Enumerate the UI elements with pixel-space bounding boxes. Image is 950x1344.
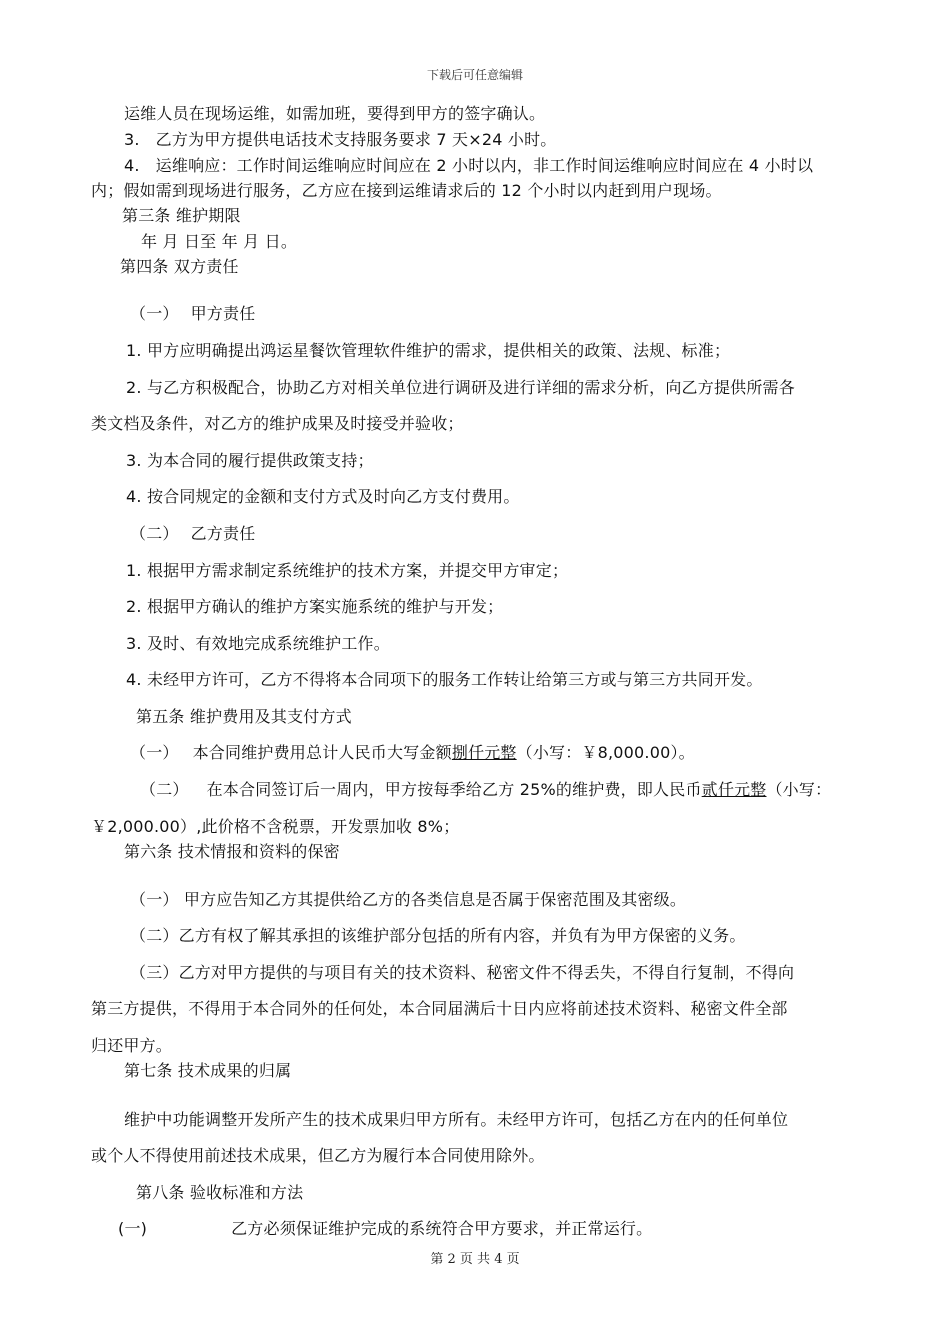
list-item: 2. 与乙方积极配合，协助乙方对相关单位进行调研及进行详细的需求分析，向乙方提供所需各 xyxy=(126,378,795,397)
amount-uppercase: 捌仟元整 xyxy=(451,743,517,762)
list-item: （一） 甲方应告知乙方其提供给乙方的各类信息是否属于保密范围及其密级。 xyxy=(130,890,687,909)
section-number: （二） xyxy=(130,524,179,543)
list-item: （三）乙方对甲方提供的与项目有关的技术资料、秘密文件不得丢失，不得自行复制，不得向 xyxy=(130,963,795,982)
fee-clause xyxy=(130,743,695,763)
section-heading xyxy=(130,304,255,324)
list-number: 3. xyxy=(124,130,140,149)
text-line: 内；假如需到现场进行服务，乙方应在接到运维请求后的 12 个小时以内赶到用户现场。 xyxy=(91,181,722,200)
text-line: 归还甲方。 xyxy=(91,1036,173,1055)
clause-text: 在本合同签订后一周内，甲方按每季给乙方 25%的维护费，即人民币 xyxy=(206,780,702,799)
page-footer: 第 2 页 共 4 页 xyxy=(430,1252,520,1267)
amount-lowercase: （小写：￥8,000.00）。 xyxy=(516,743,695,762)
clause-text: 乙方必须保证维护完成的系统符合甲方要求，并正常运行。 xyxy=(231,1219,653,1238)
clause-text: 本合同维护费用总计人民币大写金额 xyxy=(192,743,452,762)
clause-number: （二） xyxy=(140,780,189,799)
term-period: 年 月 日至 年 月 日。 xyxy=(141,232,298,251)
section-title: 乙方责任 xyxy=(190,524,256,543)
page-header-note: 下载后可任意编辑 xyxy=(426,68,523,82)
list-item: 2. 根据甲方确认的维护方案实施系统的维护与开发； xyxy=(126,597,504,616)
text-line: ￥2,000.00）,此价格不含税票，开发票加收 8%； xyxy=(91,817,460,836)
list-text: 运维响应：工作时间运维响应时间应在 2 小时以内，非工作时间运维响应时间应在 4 小时以 xyxy=(155,156,814,175)
article-heading: 第五条 维护费用及其支付方式 xyxy=(136,707,352,726)
fee-clause xyxy=(140,780,831,800)
text-line: 或个人不得使用前述技术成果，但乙方为履行本合同使用除外。 xyxy=(91,1146,545,1165)
list-number: 4. xyxy=(124,156,140,175)
list-item: 4. 未经甲方许可，乙方不得将本合同项下的服务工作转让给第三方或与第三方共同开发。 xyxy=(126,670,763,689)
section-number: （一） xyxy=(130,304,179,323)
amount-uppercase: 贰仟元整 xyxy=(701,780,767,799)
clause-number: （一） xyxy=(130,743,179,762)
text-line: 运维人员在现场运维，如需加班，要得到甲方的签字确认。 xyxy=(124,104,546,123)
clause-number: (一) xyxy=(118,1219,148,1238)
section-title: 甲方责任 xyxy=(190,304,256,323)
text-line: 类文档及条件，对乙方的维护成果及时接受并验收； xyxy=(91,414,464,433)
article-heading: 第四条 双方责任 xyxy=(120,257,239,276)
article-heading: 第三条 维护期限 xyxy=(122,206,241,225)
clause-text: （小写： xyxy=(766,780,832,799)
list-item: 1. 甲方应明确提出鸿运星餐饮管理软件维护的需求，提供相关的政策、法规、标准； xyxy=(126,341,731,360)
list-item: 3. 为本合同的履行提供政策支持； xyxy=(126,451,374,470)
article-heading: 第六条 技术情报和资料的保密 xyxy=(124,842,340,861)
list-item: 3. 及时、有效地完成系统维护工作。 xyxy=(126,634,390,653)
article-heading: 第七条 技术成果的归属 xyxy=(124,1061,292,1080)
list-item: 1. 根据甲方需求制定系统维护的技术方案，并提交甲方审定； xyxy=(126,561,569,580)
list-item xyxy=(124,130,556,150)
list-item: （二）乙方有权了解其承担的该维护部分包括的所有内容，并负有为甲方保密的义务。 xyxy=(130,926,746,945)
list-item: 4. 按合同规定的金额和支付方式及时向乙方支付费用。 xyxy=(126,487,520,506)
list-item xyxy=(118,1219,652,1239)
text-line: 维护中功能调整开发所产生的技术成果归甲方所有。未经甲方许可，包括乙方在内的任何单位 xyxy=(124,1110,789,1129)
section-heading xyxy=(130,524,255,544)
article-heading: 第八条 验收标准和方法 xyxy=(136,1183,304,1202)
text-line: 第三方提供，不得用于本合同外的任何处，本合同届满后十日内应将前述技术资料、秘密文件全部 xyxy=(91,999,788,1018)
list-text: 乙方为甲方提供电话技术支持服务要求 7 天×24 小时。 xyxy=(155,130,557,149)
list-item xyxy=(124,156,813,176)
